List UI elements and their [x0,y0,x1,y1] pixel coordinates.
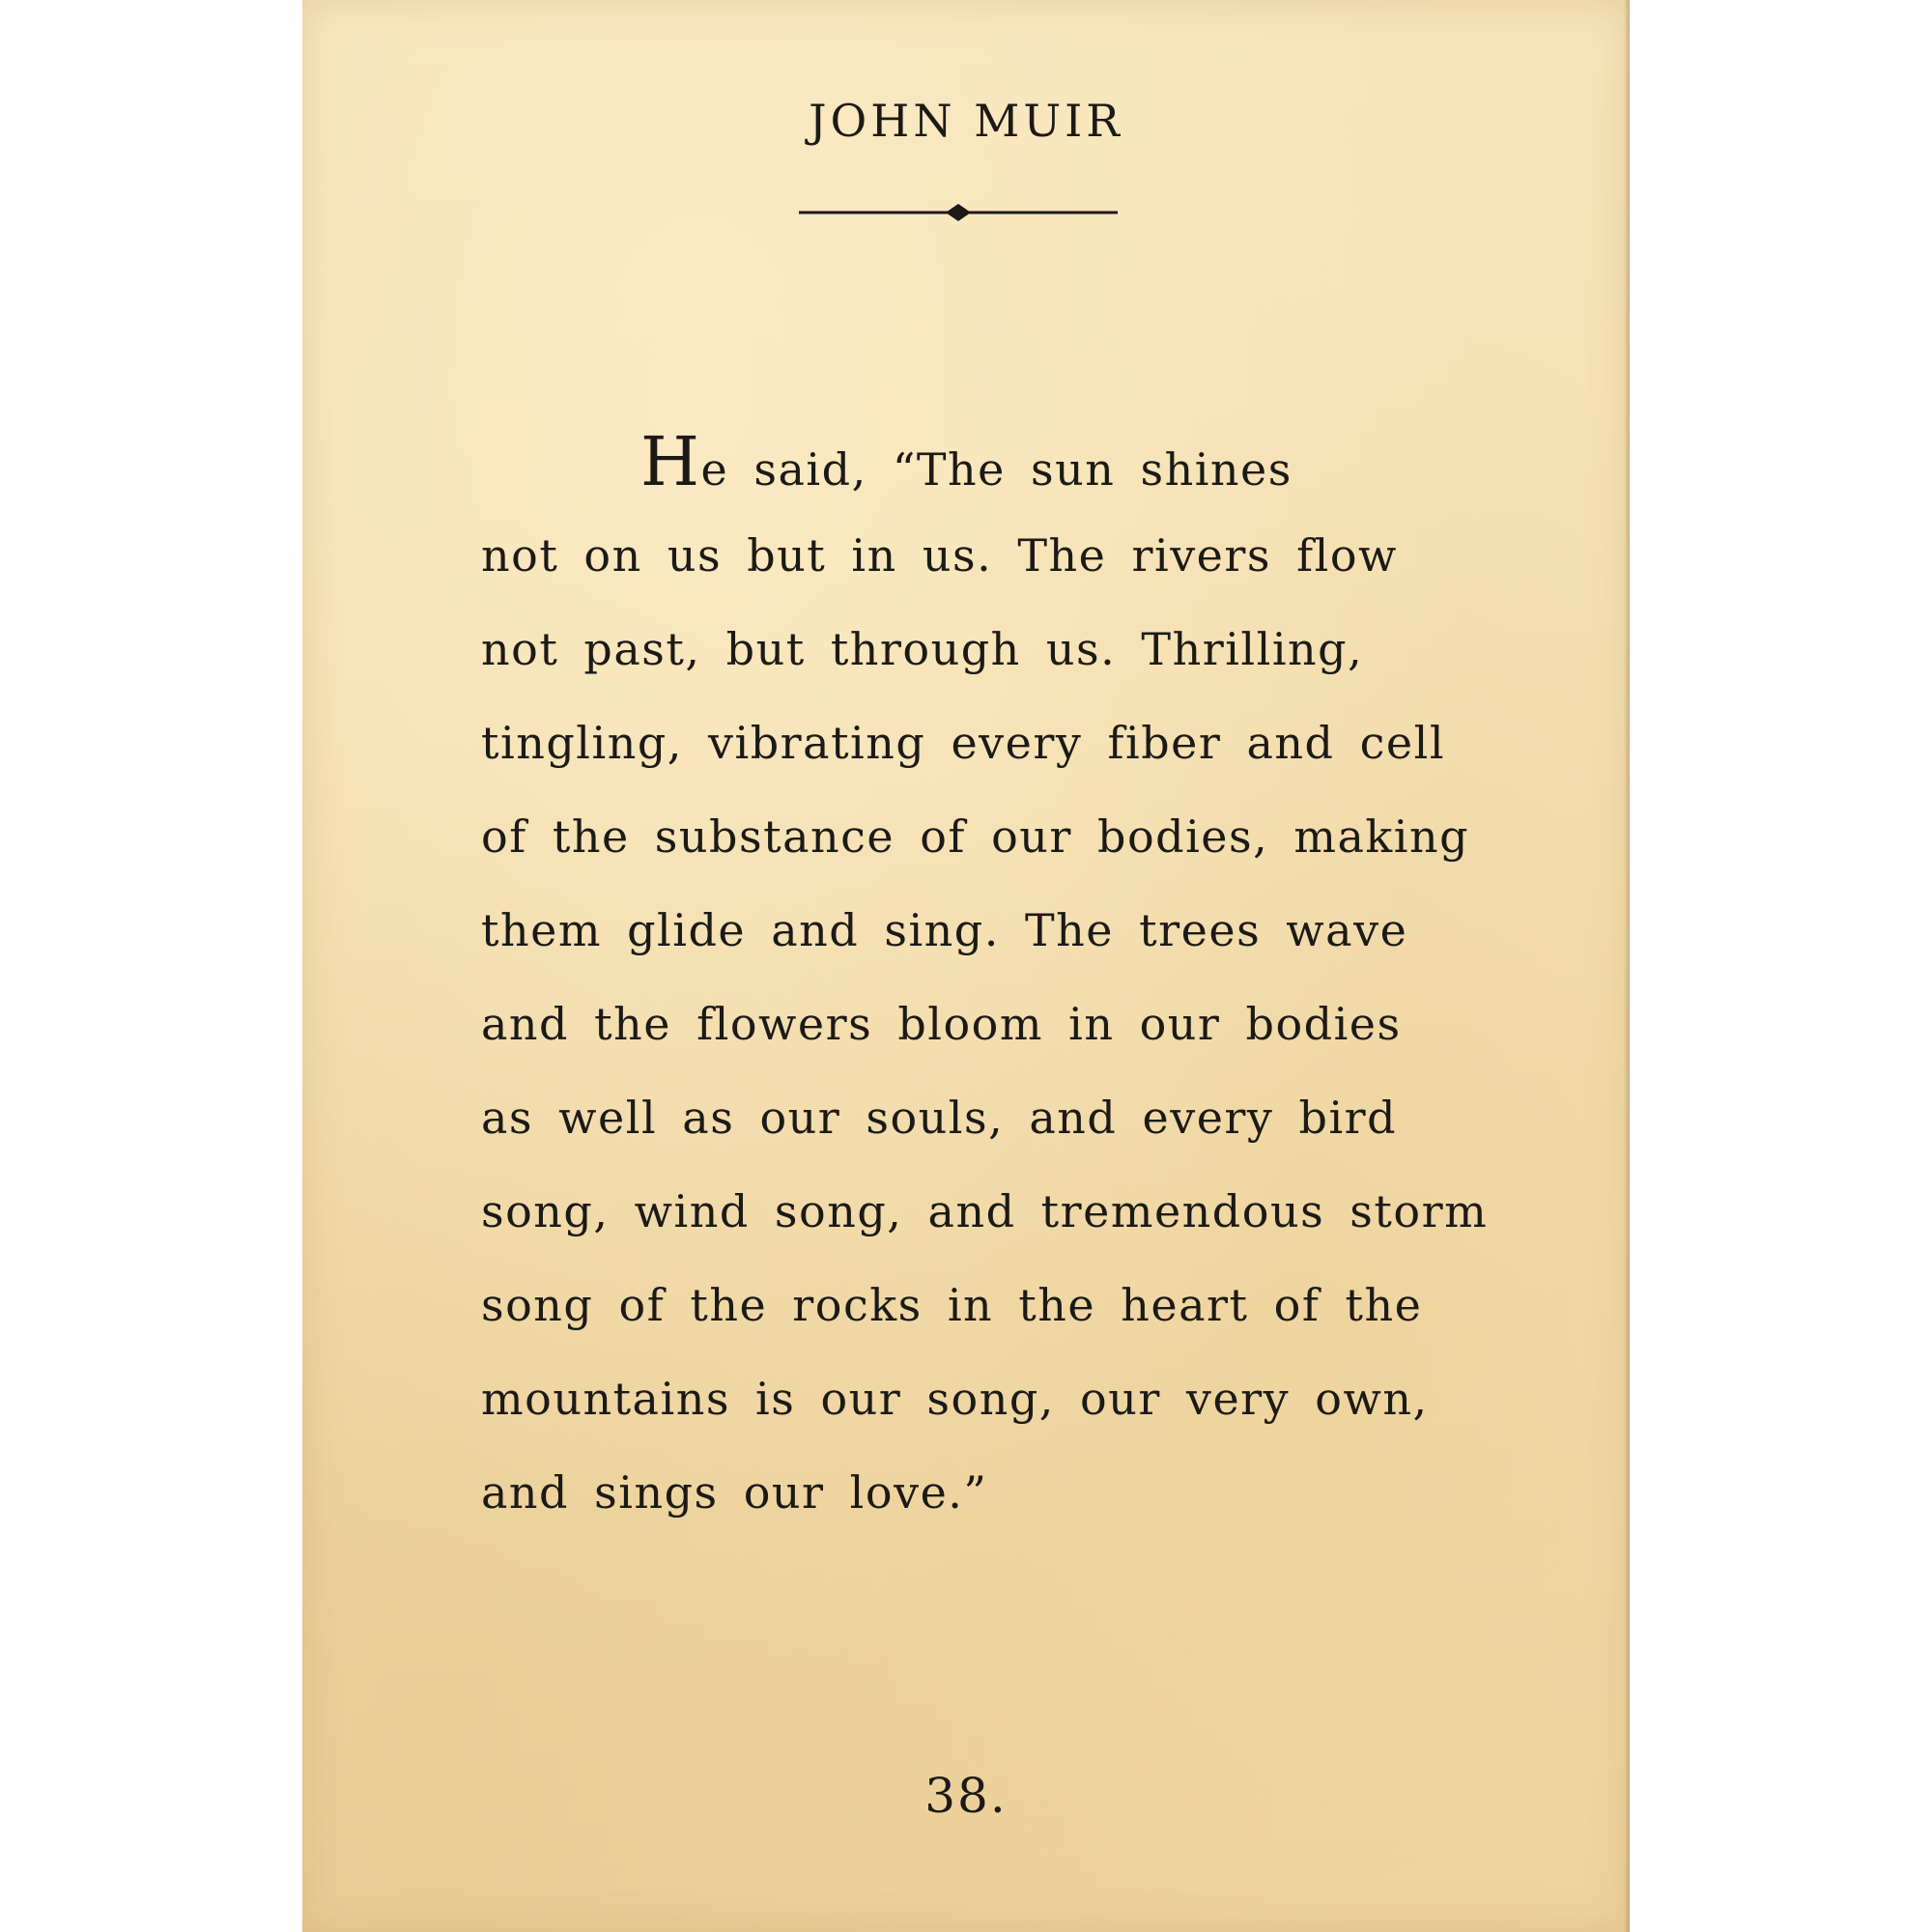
quote-line: song of the rocks in the heart of the [481,1279,1423,1331]
quote-line [481,415,1457,509]
quote-line: and the flowers bloom in our bodies [481,998,1402,1050]
quote-line: not on us but in us. The rivers flow [481,529,1398,582]
quote-line: and sings our love.” [481,1466,988,1519]
quote-line-text: e said, “The sun shines [700,443,1293,496]
quote-line: song, wind song, and tremendous storm [481,1185,1489,1237]
drop-cap: H [640,422,701,501]
quote-line: tingling, vibrating every fiber and cell [481,717,1446,769]
book-page [302,0,1630,1932]
page-edge-shadow [1624,0,1630,1932]
diamond-divider-icon [799,197,1118,228]
quote-block [481,415,1489,1540]
author-heading: JOHN MUIR [809,95,1123,147]
quote-line: not past, but through us. Thrilling, [481,623,1364,675]
quote-line: as well as our souls, and every bird [481,1092,1398,1144]
page-number: 38. [924,1768,1008,1824]
quote-line: them glide and sing. The trees wave [481,904,1408,956]
quote-line: mountains is our song, our very own, [481,1373,1429,1425]
quote-line: of the substance of our bodies, making [481,810,1470,863]
